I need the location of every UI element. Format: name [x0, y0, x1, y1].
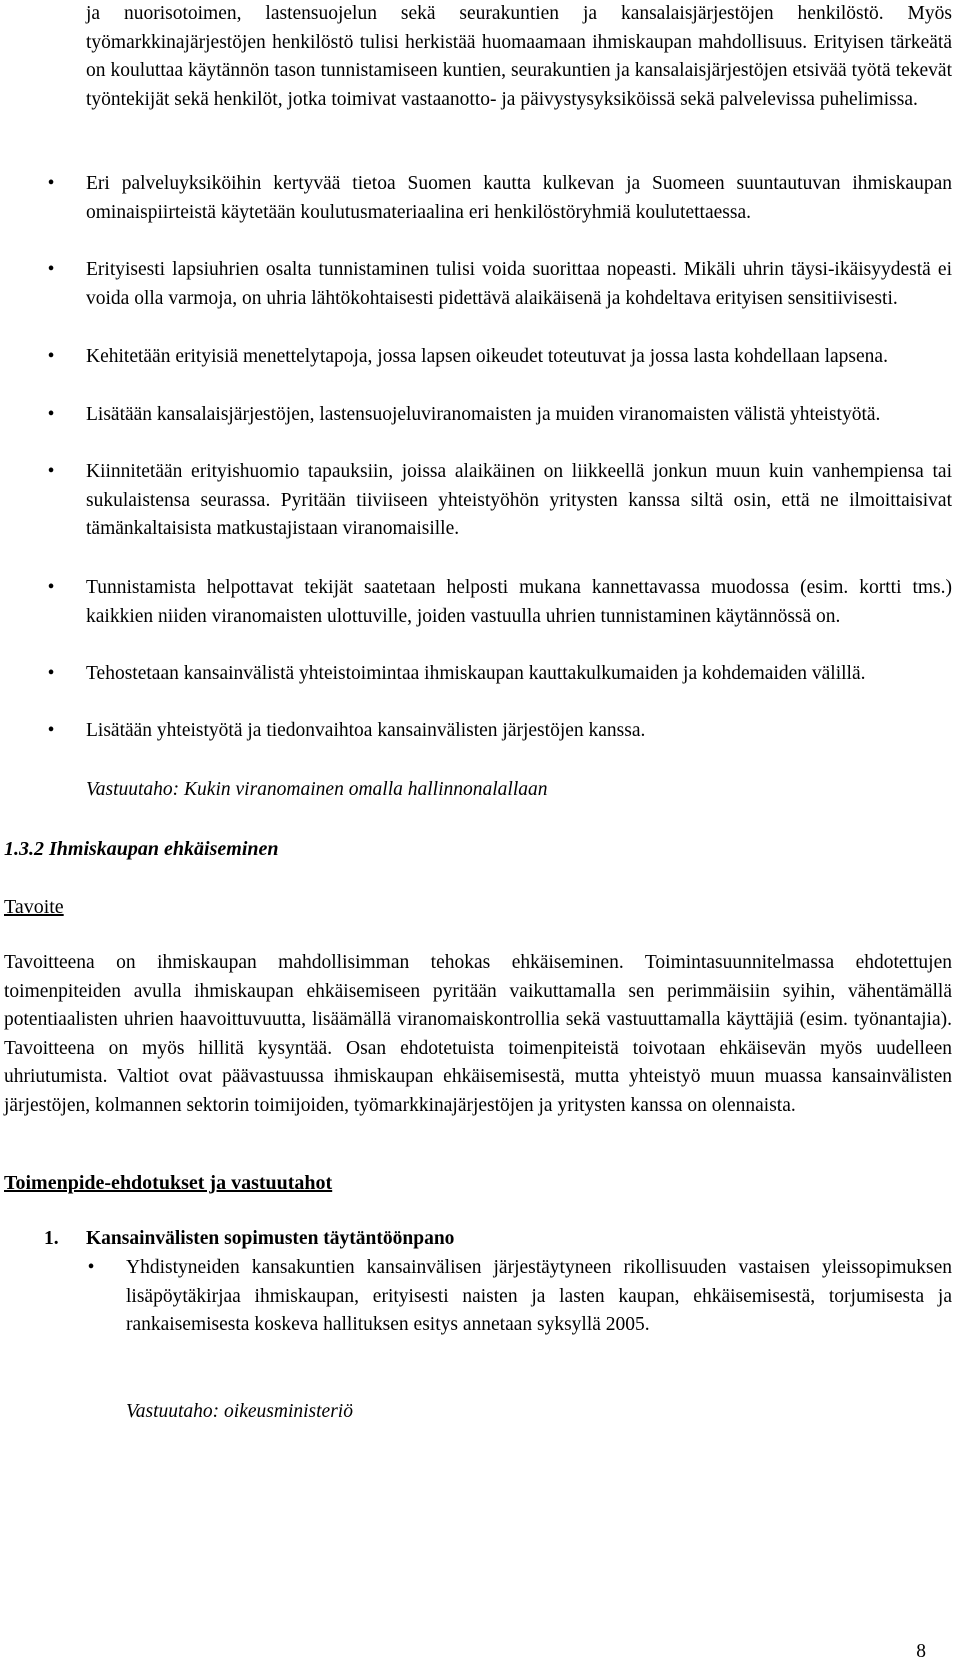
responsibility-note: Vastuutaho: Kukin viranomainen omalla hallinnonalallaan [86, 779, 548, 800]
bullet-dot-icon: • [47, 173, 55, 194]
responsibility-note: Vastuutaho: oikeusministeriö [126, 1401, 353, 1422]
bullet-dot-icon: • [47, 577, 55, 598]
bullet-dot-icon: • [47, 461, 55, 482]
bullet-dot-icon: • [47, 663, 55, 684]
section-heading: 1.3.2 Ihmiskaupan ehkäiseminen [4, 838, 279, 860]
continuation-text: ja nuorisotoimen, lastensuojelun sekä seurakuntien ja kansalaisjärjestöjen henkilöstö. Myös työmarkkinajärjestöjen henkilöstö tulisi herkistää huomaamaan ihmiskaupan mahdollisuus. Erityisen tärkeätä on kouluttaa käytännön tason tunnistamiseen kuntien, seurakuntien ja kansalaisjärjestöjen etsivää työtä tekevät työntekijät sekä henkilöt, jotka toimivat vastaanotto- ja päivystysyksiköissä sekä palvelevissa puhelimissa. [86, 3, 952, 110]
measures-heading: Toimenpide-ehdotukset ja vastuutahot [4, 1172, 333, 1194]
sub-bullet-text: Yhdistyneiden kansakuntien kansainvälisen järjestäytyneen rikollisuuden vastaisen yleissopimuksen lisäpöytäkirjaa ihmiskaupan, erityisesti naisten ja lasten kaupan, ehkäisemisestä, torjumisesta ja rankaisemisesta koskeva hallituksen esitys annetaan syksyllä 2005. [126, 1257, 952, 1335]
bullet-text: Lisätään kansalaisjärjestöjen, lastensuojeluviranomaisten ja muiden viranomaisten välistä yhteistyötä. [86, 404, 881, 425]
bullet-text: Erityisesti lapsiuhrien osalta tunnistaminen tulisi voida suorittaa nopeasti. Mikäli uhrin täysi-ikäisyydestä ei voida olla varmoja, on uhria lähtökohtaisesti pidettävä alaikäisenä ja kohdeltava erityisen sensitiivisesti. [86, 259, 952, 309]
item-title: Kansainvälisten sopimusten täytäntöönpano [86, 1228, 455, 1249]
bullet-dot-icon: • [47, 346, 55, 367]
bullet-text: Kiinnitetään erityishuomio tapauksiin, joissa alaikäinen on liikkeellä jonkun muun kuin vanhempiensa tai sukulaistensa seurassa. Pyritään tiiviiseen yhteistyöhön yritysten kanssa siltä osin, että ne ilmoittaisivat tämänkaltaisista matkustajistaan viranomaisille. [86, 461, 952, 539]
goal-paragraph: Tavoitteena on ihmiskaupan mahdollisimman tehokas ehkäiseminen. Toimintasuunnitelmassa ehdotettujen toimenpiteiden avulla ihmiskaupan ehkäisemiseen pyritään vaikuttamalla sen perimmäisiin syihin, vähentämällä potentiaalisten uhrien haavoittuvuutta, lisäämällä viranomaiskontrollia sekä vastuuttamalla käyttäjiä (esim. työnantajia). Tavoitteena on myös hillitä kysyntää. Osan ehdotetuista toimenpiteistä toivotaan ehkäisevän myös uudelleen uhriutumista. Valtiot ovat päävastuussa ihmiskaupan ehkäisemisestä, mutta yhteistyö muun muassa kansainvälisten järjestöjen, kolmannen sektorin toimijoiden, työmarkkinajärjestöjen ja yritysten kanssa on olennaista. [4, 952, 952, 1116]
item-number: 1. [44, 1228, 59, 1249]
page-number: 8 [916, 1641, 926, 1662]
bullet-text: Tunnistamista helpottavat tekijät saatetaan helposti mukana kannettavassa muodossa (esim. kortti tms.) kaikkien niiden viranomaisten ulottuville, joiden vastuulla uhrien tunnistaminen käytännössä on. [86, 577, 952, 627]
bullet-dot-icon: • [47, 404, 55, 425]
bullet-dot-icon: • [87, 1257, 95, 1278]
bullet-text: Kehitetään erityisiä menettelytapoja, jossa lapsen oikeudet toteutuvat ja jossa lasta kohdellaan lapsena. [86, 346, 888, 367]
bullet-dot-icon: • [47, 259, 55, 280]
bullet-text: Eri palveluyksiköihin kertyvää tietoa Suomen kautta kulkevan ja Suomeen suuntautuvan ihmiskaupan ominaispiirteistä käytetään koulutusmateriaalina eri henkilöstöryhmiä koulutettaessa. [86, 173, 952, 223]
bullet-text: Lisätään yhteistyötä ja tiedonvaihtoa kansainvälisten järjestöjen kanssa. [86, 720, 646, 741]
bullet-dot-icon: • [47, 720, 55, 741]
bullet-text: Tehostetaan kansainvälistä yhteistoimintaa ihmiskaupan kauttakulkumaiden ja kohdemaiden välillä. [86, 663, 866, 684]
goal-heading: Tavoite [4, 896, 64, 918]
